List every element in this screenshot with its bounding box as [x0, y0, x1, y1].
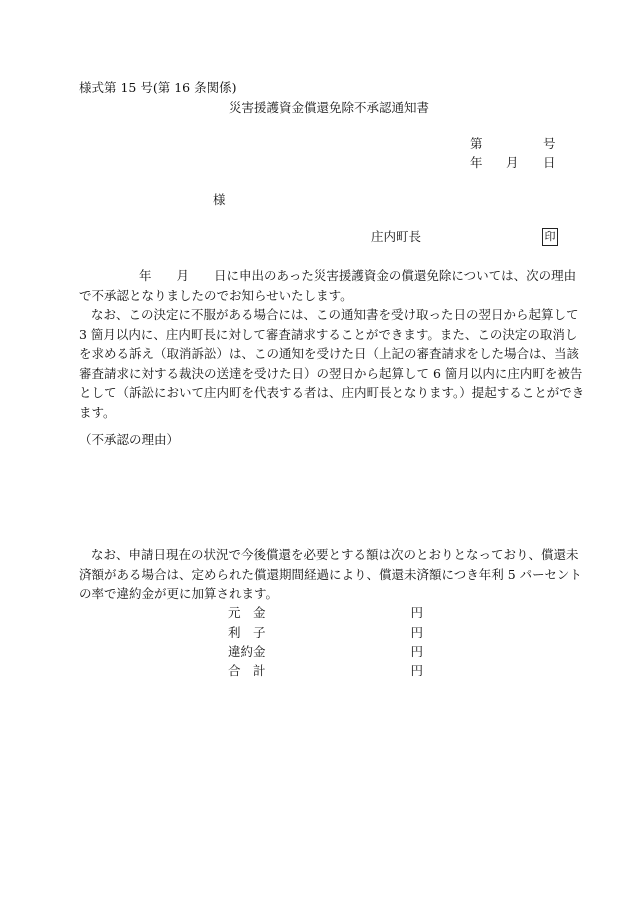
date-day: 日 — [543, 155, 556, 170]
body-line: で不承認となりましたのでお知らせいたします。 — [79, 287, 353, 303]
date-month: 月 — [506, 155, 519, 170]
addressee-honorific: 様 — [213, 192, 226, 207]
notice-line: の率で違約金が更に加算されます。 — [79, 586, 279, 601]
seal-mark: 印 — [542, 228, 558, 246]
body-line: 審査請求に対する裁決の送達を受けた日）の翌日から起算して 6 箇月以内に庄内町を被告 — [79, 365, 583, 381]
body-paragraph — [79, 266, 585, 422]
amount-label: 利 子 — [228, 625, 266, 640]
date-year: 年 — [470, 155, 483, 170]
amount-unit: 円 — [410, 605, 423, 620]
issuer-name: 庄内町長 — [371, 229, 422, 244]
notice-line: なお、申請日現在の状況で今後償還を必要とする額は次のとおりとなっており、償還未 — [91, 547, 579, 562]
amount-row-principal — [228, 603, 423, 621]
body-line: として（訴訟において庄内町を代表する者は、庄内町長となります。）提起することができ — [79, 385, 585, 400]
doc-number-prefix: 第 — [470, 136, 483, 151]
doc-number-suffix: 号 — [543, 136, 556, 151]
amount-label: 合 計 — [228, 663, 266, 678]
amount-label: 元 金 — [228, 605, 266, 620]
amount-row-penalty — [228, 642, 423, 660]
document-title: 災害援護資金償還免除不承認通知書 — [229, 100, 430, 115]
amount-row-total — [228, 661, 423, 679]
form-label: 様式第 15 号(第 16 条関係) — [79, 80, 237, 95]
amount-label: 違約金 — [228, 644, 266, 659]
amount-unit: 円 — [410, 644, 423, 659]
body-line: 年 月 日に申出のあった災害援護資金の償還免除については、次の理由 — [139, 268, 577, 283]
body-line: ます。 — [79, 404, 116, 420]
amount-unit: 円 — [410, 663, 423, 678]
body-line: 3 箇月以内に、庄内町長に対して審査請求することができます。また、この決定の取消し — [79, 326, 578, 342]
amount-unit: 円 — [410, 625, 423, 640]
body-line: を求める訴え（取消訴訟）は、この通知を受けた日（上記の審査請求をした場合は、当該 — [79, 346, 580, 361]
notice-paragraph — [79, 545, 582, 604]
reason-heading: （不承認の理由） — [79, 432, 180, 447]
notice-line: 済額がある場合は、定められた償還期間経過により、償還未済額につき年利 5 パーセント — [79, 566, 582, 582]
body-line: なお、この決定に不服がある場合には、この通知書を受け取った日の翌日から起算して — [91, 307, 579, 322]
amount-row-interest — [228, 623, 423, 641]
